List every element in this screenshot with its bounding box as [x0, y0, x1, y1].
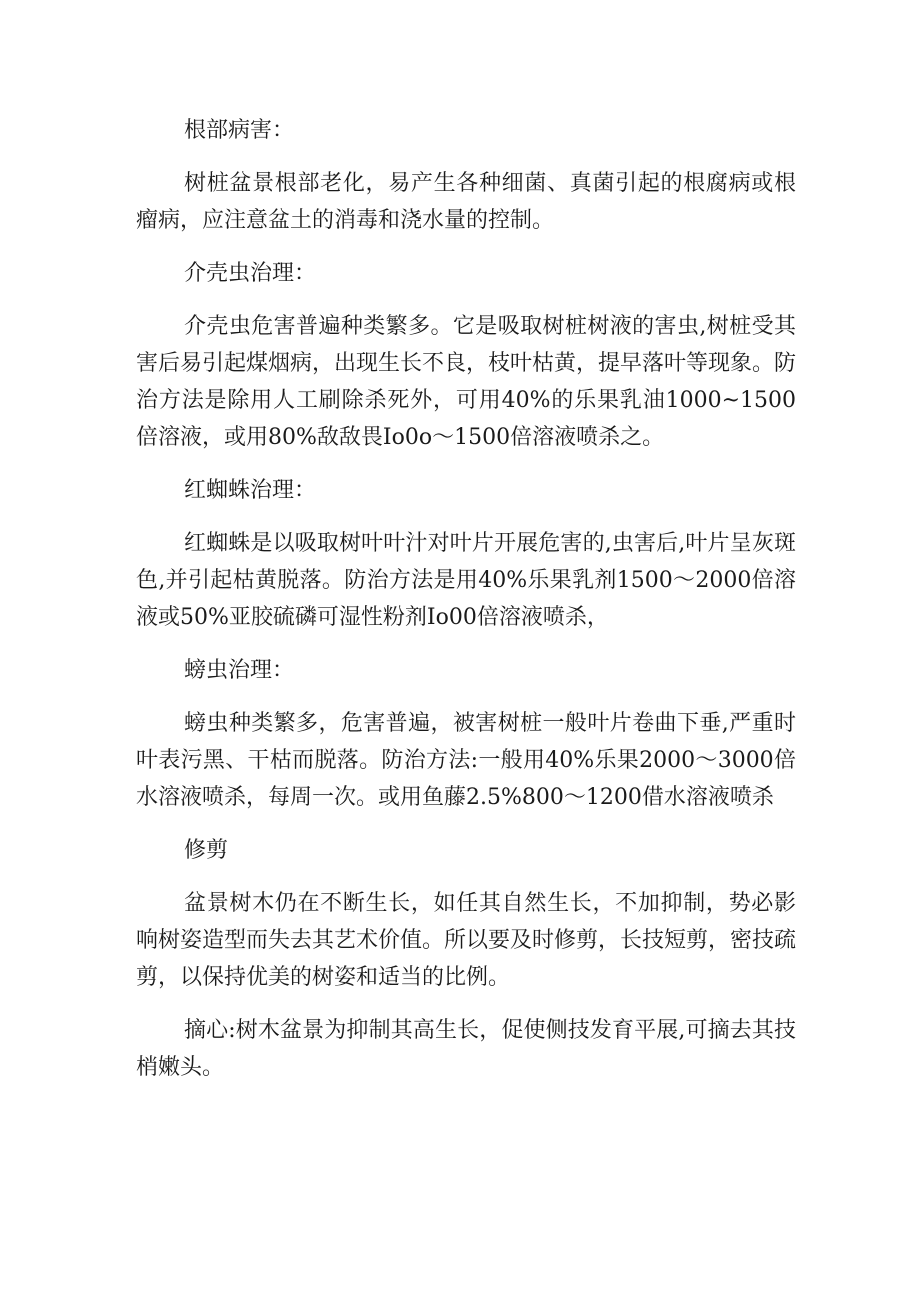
section-body-scale-insect: 介壳虫危害普遍种类繁多。它是吸取树桩树液的害虫,树桩受其害后易引起煤烟病，出现生长不良，枝叶枯黄，提早落叶等现象。防治方法是除用人工刷除杀死外，可用40%的乐果乳油1000~1500倍溶液，或用80%敌敌畏Io0o～1500倍溶液喷杀之。: [136, 314, 797, 450]
section-body-pruning: 盆景树木仍在不断生长，如任其自然生长，不加抑制，势必影响树姿造型而失去其艺术价值。所以要及时修剪，长技短剪，密技疏剪，以保持优美的树姿和适当的比例。: [136, 891, 797, 990]
section-body-red-spider: 红蜘蛛是以吸取树叶叶汁对叶片开展危害的,虫害后,叶片呈灰斑色,并引起枯黄脱落。防治方法是用40%乐果乳剂1500～2000倍溶液或50%亚胶硫磷可湿性粉剂Io00倍溶液喷杀，: [136, 531, 796, 630]
section-heading-aphid: 螃虫治理：: [184, 658, 295, 683]
section-heading-root-disease: 根部病害：: [184, 118, 295, 143]
document-body: [136, 112, 796, 1102]
section-body-aphid: 螃虫种类繁多，危害普遍，被害树桩一般叶片卷曲下垂,严重时叶表污黑、干枯而脱落。防治方法:一般用40%乐果2000～3000倍水溶液喷杀，每周一次。或用鱼藤2.5%800～1200借水溶液喷杀: [136, 711, 796, 810]
section-body-root-disease: 树桩盆景根部老化，易产生各种细菌、真菌引起的根腐病或根瘤病，应注意盆土的消毒和浇水量的控制。: [136, 171, 796, 233]
section-heading-scale-insect: 介壳虫治理：: [184, 261, 317, 286]
closing-paragraph: 摘心:树木盆景为抑制其高生长，促使侧技发育平展,可摘去其技梢嫩头。: [136, 1018, 796, 1080]
section-heading-pruning: 修剪: [184, 838, 229, 863]
section-heading-red-spider: 红蜘蛛治理：: [184, 478, 317, 503]
